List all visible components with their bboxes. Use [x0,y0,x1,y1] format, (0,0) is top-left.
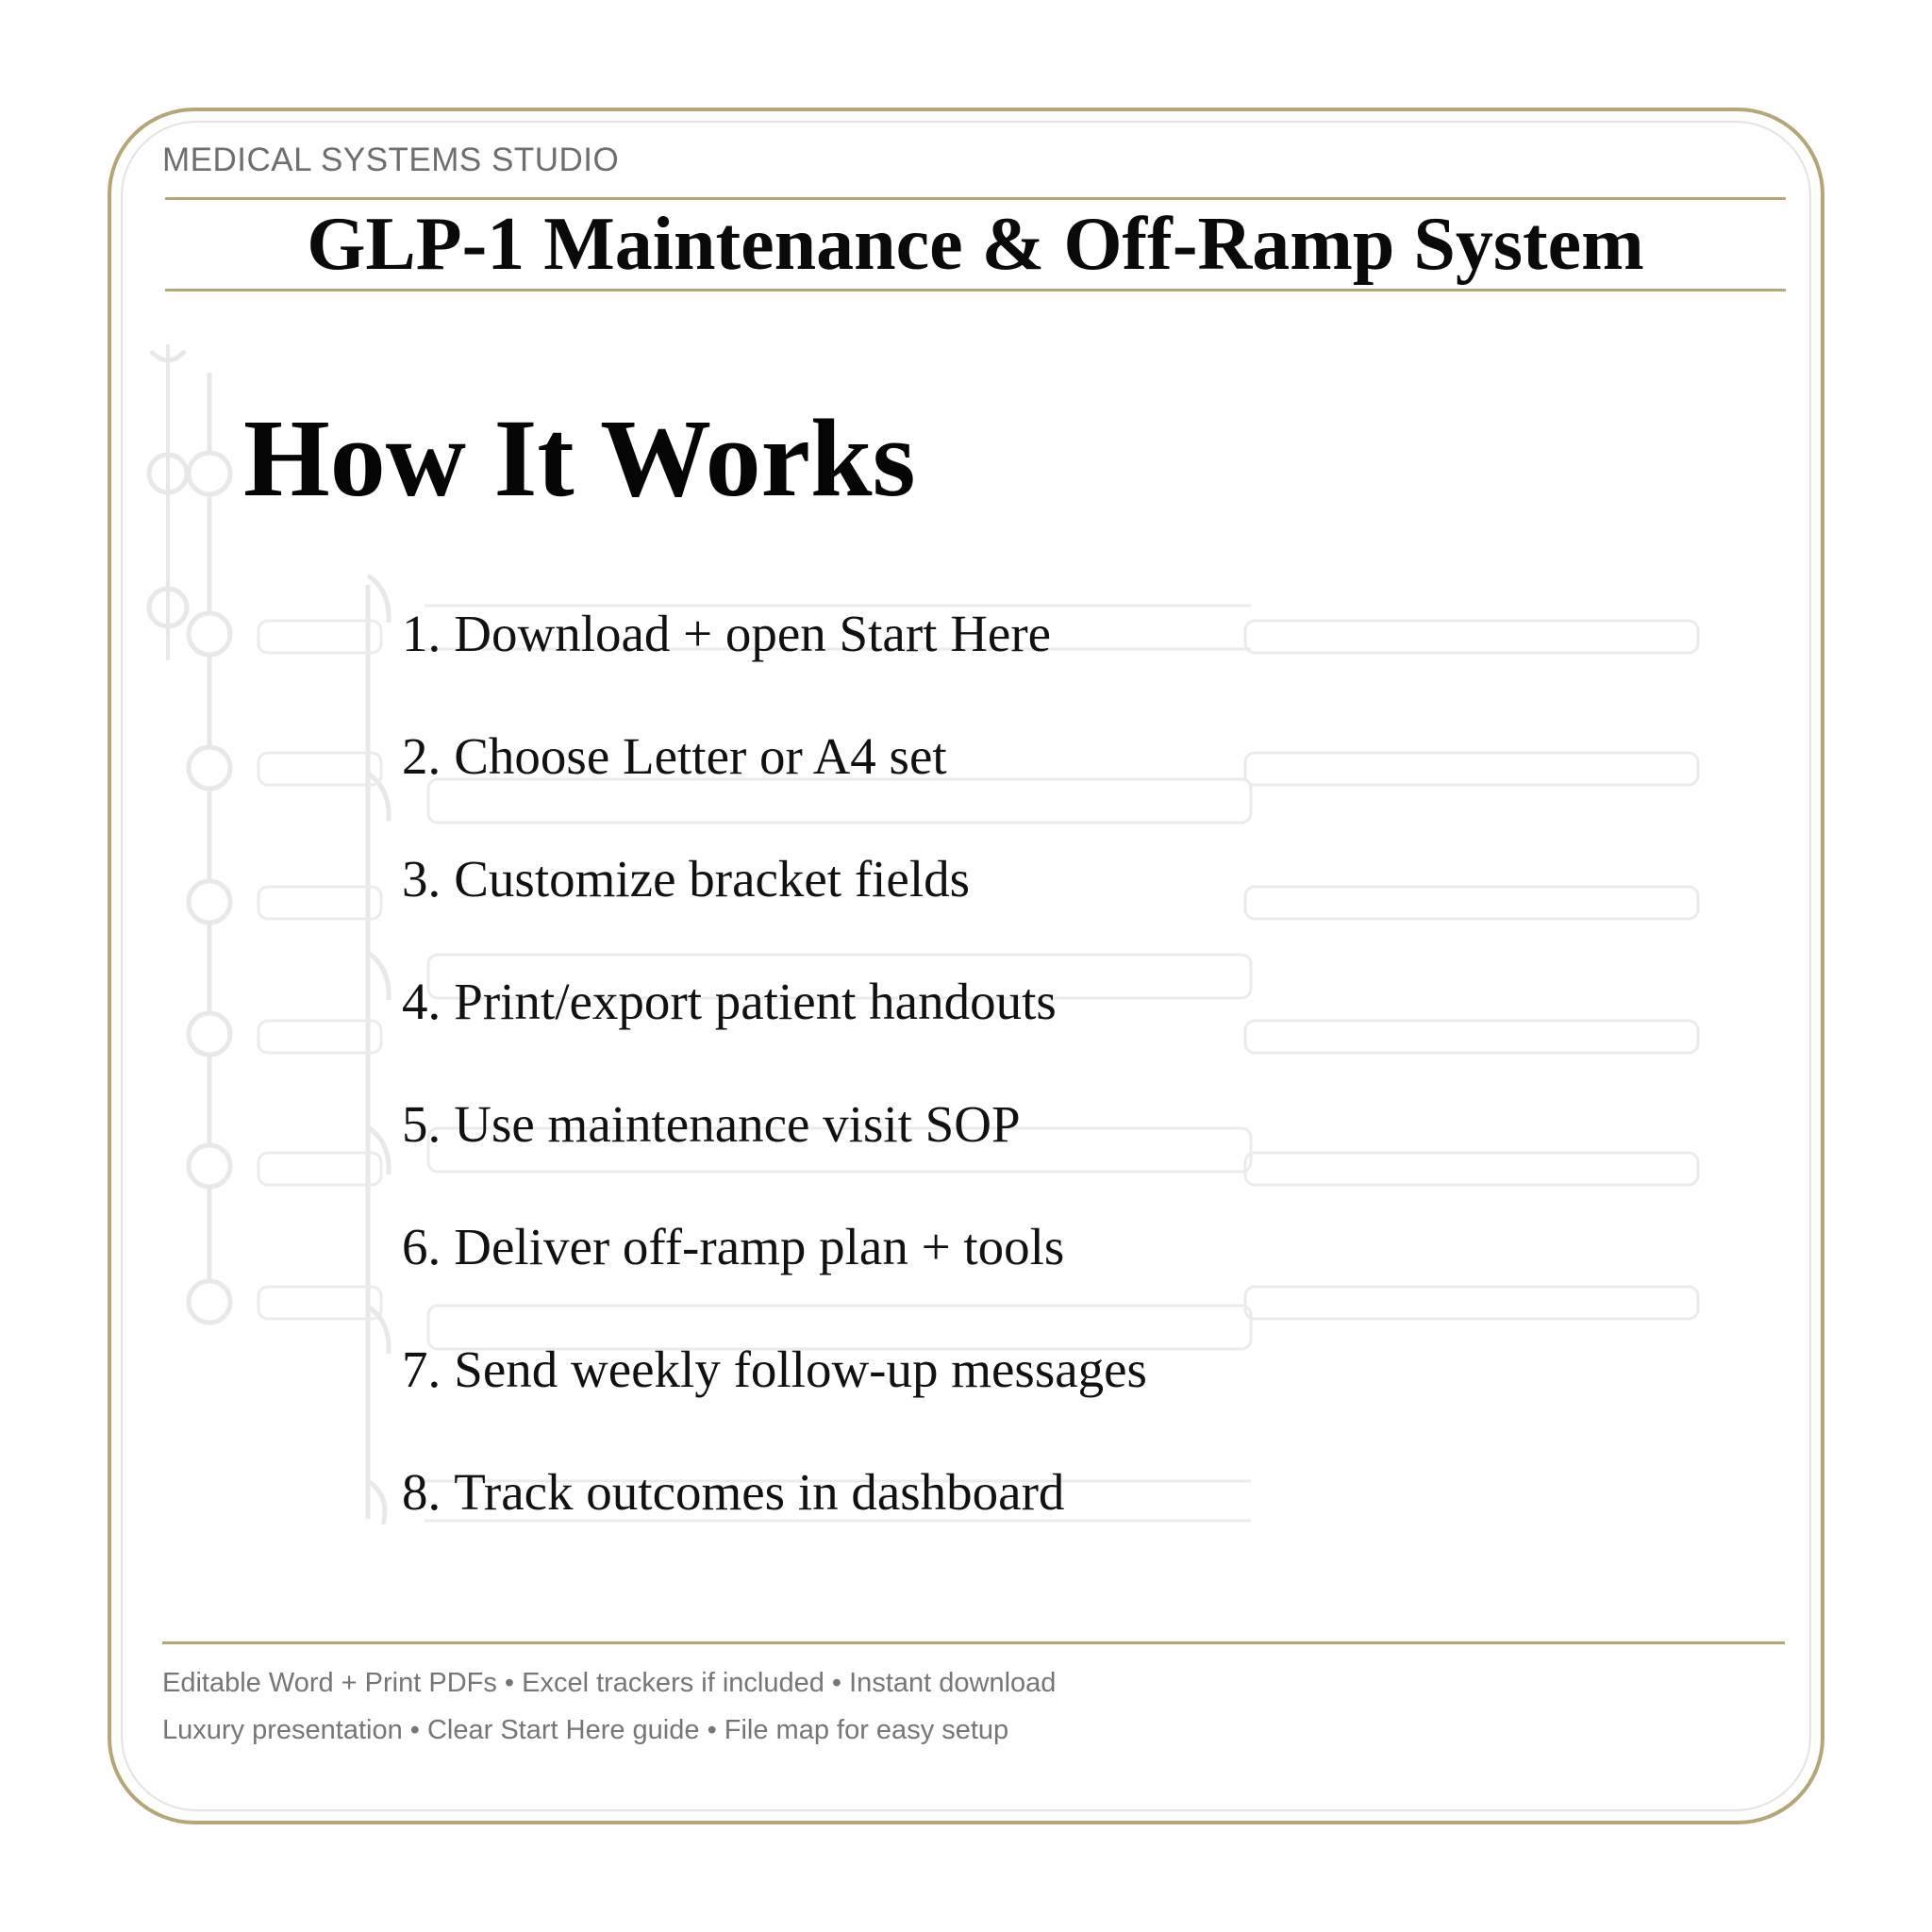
step-number: 3. [402,850,441,908]
step-number: 2. [402,727,441,785]
footer-benefits-line: Luxury presentation • Clear Start Here guide • File map for easy setup [162,1715,1009,1745]
steps-list [402,598,1147,1579]
footer-features-line: Editable Word + Print PDFs • Excel trackers if included • Instant download [162,1668,1057,1698]
step-item [402,843,1147,966]
section-heading: How It Works [243,396,916,520]
step-item [402,1089,1147,1211]
step-item [402,1211,1147,1334]
step-text: Print/export patient handouts [454,973,1057,1030]
title-rule-bottom [165,289,1786,291]
step-item [402,1457,1147,1579]
step-text: Send weekly follow-up messages [454,1341,1147,1398]
step-text: Customize bracket fields [454,850,971,908]
step-number: 6. [402,1218,441,1275]
step-item [402,1334,1147,1457]
step-number: 1. [402,605,441,662]
document-title: GLP-1 Maintenance & Off-Ramp System [307,203,1644,286]
step-item [402,598,1147,721]
step-text: Choose Letter or A4 set [454,727,947,785]
step-item [402,966,1147,1089]
step-number: 8. [402,1463,441,1521]
step-number: 5. [402,1095,441,1153]
step-text: Download + open Start Here [454,605,1052,662]
brand-name: MEDICAL SYSTEMS STUDIO [162,142,620,178]
step-item [402,721,1147,843]
step-number: 7. [402,1341,441,1398]
step-text: Use maintenance visit SOP [454,1095,1021,1153]
step-number: 4. [402,973,441,1030]
footer-rule [162,1641,1785,1644]
step-text: Track outcomes in dashboard [454,1463,1065,1521]
step-text: Deliver off-ramp plan + tools [454,1218,1065,1275]
